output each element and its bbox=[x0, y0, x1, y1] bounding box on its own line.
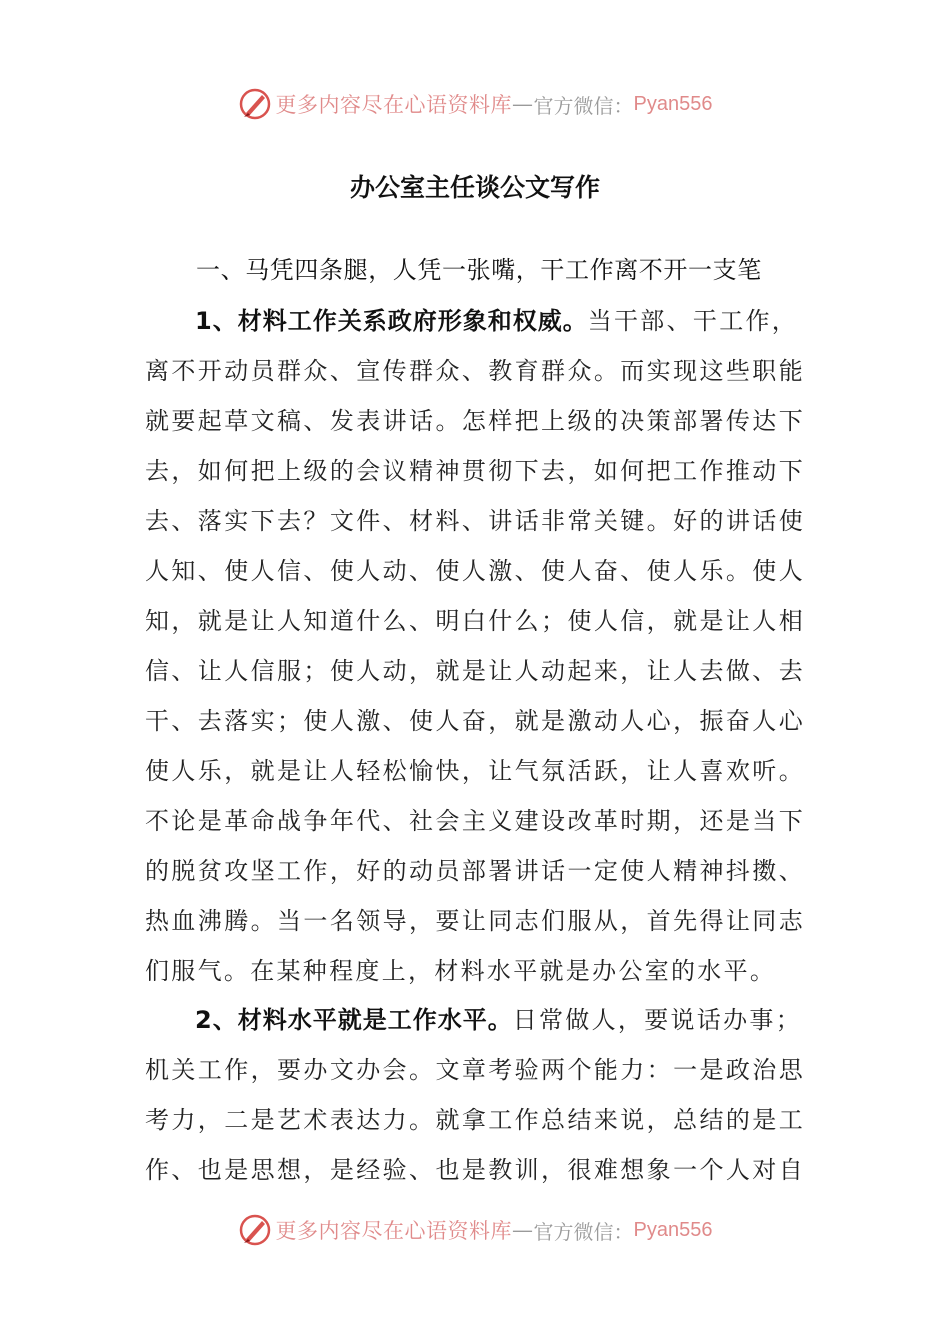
text-line: 机关工作，要办文办会。文章考验两个能力：一是政治思 bbox=[145, 1056, 805, 1084]
watermark-site-name: 更多内容尽在心语资料库 bbox=[275, 1219, 513, 1243]
pen-logo-icon bbox=[238, 1213, 272, 1247]
text-line: 去，如何把上级的会议精神贯彻下去，如何把工作推动下 bbox=[145, 457, 805, 485]
text-line: 考力，二是艺术表达力。就拿工作总结来说，总结的是工 bbox=[145, 1106, 805, 1134]
text-line: 们服气。在某种程度上，材料水平就是办公室的水平。 bbox=[145, 957, 777, 985]
watermark-dash: — bbox=[512, 1218, 534, 1242]
text-line: 干、去落实；使人激、使人奋，就是激动人心，振奋人心 bbox=[145, 707, 805, 735]
watermark-header bbox=[0, 84, 950, 124]
watermark-wechat-label: 官方微信： bbox=[533, 93, 634, 118]
paragraph-1-lead-line bbox=[145, 296, 805, 346]
text-line: 作、也是思想，是经验、也是教训，很难想象一个人对自 bbox=[145, 1156, 805, 1184]
watermark-wechat-label: 官方微信： bbox=[533, 1219, 634, 1244]
text-line: 信、让人信服；使人动，就是让人动起来，让人去做、去 bbox=[145, 657, 805, 685]
text-line: 人知、使人信、使人动、使人激、使人奋、使人乐。使人 bbox=[145, 557, 805, 585]
document-title: 办公室主任谈公文写作 bbox=[349, 173, 600, 202]
watermark-site-name: 更多内容尽在心语资料库 bbox=[275, 93, 513, 117]
text-line: 去、落实下去？文件、材料、讲话非常关键。好的讲话使 bbox=[145, 507, 805, 535]
text-line: 的脱贫攻坚工作，好的动员部署讲话一定使人精神抖擞、 bbox=[145, 857, 805, 885]
paragraph-2-lead-bold: 2、材料水平就是工作水平。 bbox=[195, 1006, 513, 1034]
paragraph-2 bbox=[145, 995, 805, 1195]
watermark-footer bbox=[0, 1210, 950, 1250]
pen-logo-icon bbox=[238, 87, 272, 121]
paragraph-2-lead-rest: 日常做人，要说话办事； bbox=[512, 1006, 803, 1034]
watermark-dash: — bbox=[512, 92, 534, 116]
text-line: 不论是革命战争年代、社会主义建设改革时期，还是当下 bbox=[145, 807, 805, 835]
text-line: 知，就是让人知道什么、明白什么；使人信，就是让人相 bbox=[145, 607, 805, 635]
watermark-wechat-id: Pyan556 bbox=[633, 92, 713, 115]
text-line: 使人乐，就是让人轻松愉快，让气氛活跃，让人喜欢听。 bbox=[145, 757, 805, 785]
text-line: 就要起草文稿、发表讲话。怎样把上级的决策部署传达下 bbox=[145, 407, 805, 435]
paragraph-1 bbox=[145, 296, 805, 996]
watermark-wechat-id: Pyan556 bbox=[633, 1218, 713, 1241]
paragraph-1-lead-rest: 当干部、干工作， bbox=[587, 307, 799, 335]
paragraph-2-lead-line bbox=[145, 995, 805, 1045]
section-heading: 一、马凭四条腿，人凭一张嘴，干工作离不开一支笔 bbox=[196, 256, 762, 284]
paragraph-1-lead-bold: 1、材料工作关系政府形象和权威。 bbox=[195, 307, 588, 335]
text-line: 热血沸腾。当一名领导，要让同志们服从，首先得让同志 bbox=[145, 907, 805, 935]
text-line: 离不开动员群众、宣传群众、教育群众。而实现这些职能 bbox=[145, 357, 805, 385]
